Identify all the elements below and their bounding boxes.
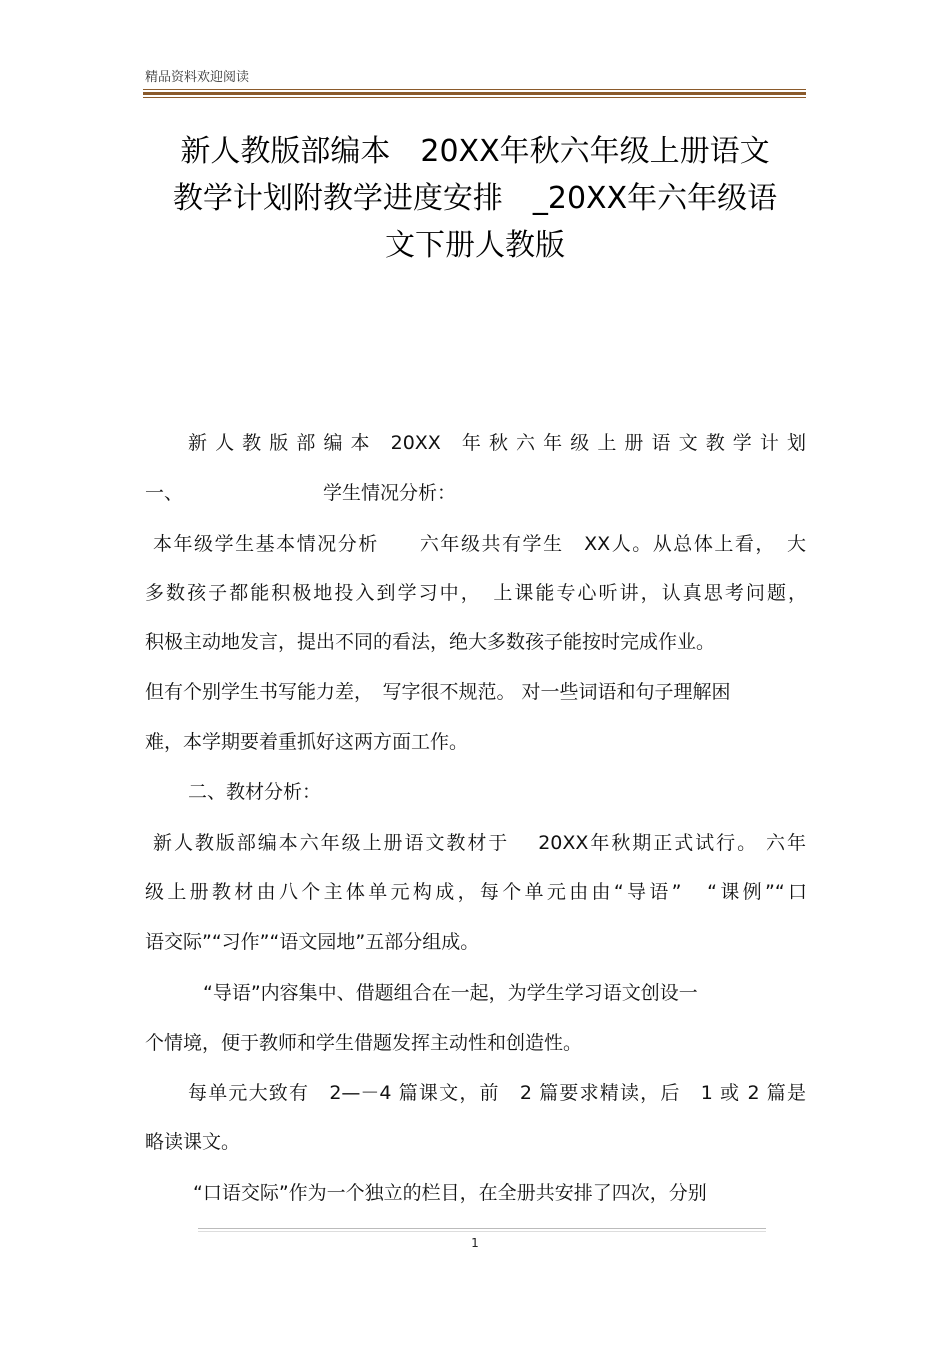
page-header: 精品资料欢迎阅读 xyxy=(145,70,250,85)
paragraph-4-line-2: 略读课文。 xyxy=(145,1131,241,1153)
paragraph-2-line-3: 语交际”“习作”“语文园地”五部分组成。 xyxy=(145,931,480,953)
paragraph-1-line-1: 本年级学生基本情况分析 六年级共有学生 XX人。从总体上看， 大 xyxy=(153,533,806,555)
paragraph-1-line-4: 但有个别学生书写能力差， 写字很不规范。 对一些词语和句子理解困 xyxy=(145,681,731,703)
section-1-number: 一、 xyxy=(145,482,184,504)
title-line-3: 文下册人教版 xyxy=(385,228,565,263)
title-line-1: 新人教版部编本 20XX年秋六年级上册语文 xyxy=(180,134,770,169)
plan-heading: 新 人 教 版 部 编 本 20XX 年 秋 六 年 级 上 册 语 文 教 学 计 划 xyxy=(188,432,806,454)
page-number: 1 xyxy=(471,1236,479,1250)
document-title xyxy=(140,128,810,269)
paragraph-3-line-1: “导语”内容集中、借题组合在一起，为学生学习语文创设一 xyxy=(203,982,698,1004)
paragraph-5-line-1: “口语交际”作为一个独立的栏目，在全册共安排了四次，分别 xyxy=(193,1182,707,1204)
footer-rule xyxy=(198,1228,766,1229)
header-rule-thick xyxy=(143,92,806,95)
footer-rule-shadow xyxy=(198,1231,766,1232)
paragraph-2-line-1: 新人教版部编本六年级上册语文教材于 20XX年秋期正式试行。 六年 xyxy=(153,832,806,854)
section-1-title: 学生情况分析： xyxy=(323,482,457,504)
paragraph-3-line-2: 个情境，便于教师和学生借题发挥主动性和创造性。 xyxy=(145,1032,583,1054)
paragraph-2-line-2: 级上册教材由八个主体单元构成，每个单元由由“导语” “课例”“口 xyxy=(145,881,807,903)
paragraph-1-line-2: 多数孩子都能积极地投入到学习中， 上课能专心听讲，认真思考问题， xyxy=(145,582,807,604)
paragraph-1-line-5: 难，本学期要着重抓好这两方面工作。 xyxy=(145,731,469,753)
title-line-2: 教学计划附教学进度安排 _20XX年六年级语 xyxy=(172,181,778,216)
header-rule-bottom xyxy=(143,97,806,98)
header-rule-top xyxy=(143,89,806,90)
paragraph-4-line-1: 每单元大致有 2—－4 篇课文，前 2 篇要求精读，后 1 或 2 篇是 xyxy=(188,1082,806,1104)
section-2-title: 二、教材分析： xyxy=(188,781,322,803)
paragraph-1-line-3: 积极主动地发言，提出不同的看法，绝大多数孩子能按时完成作业。 xyxy=(145,631,716,653)
